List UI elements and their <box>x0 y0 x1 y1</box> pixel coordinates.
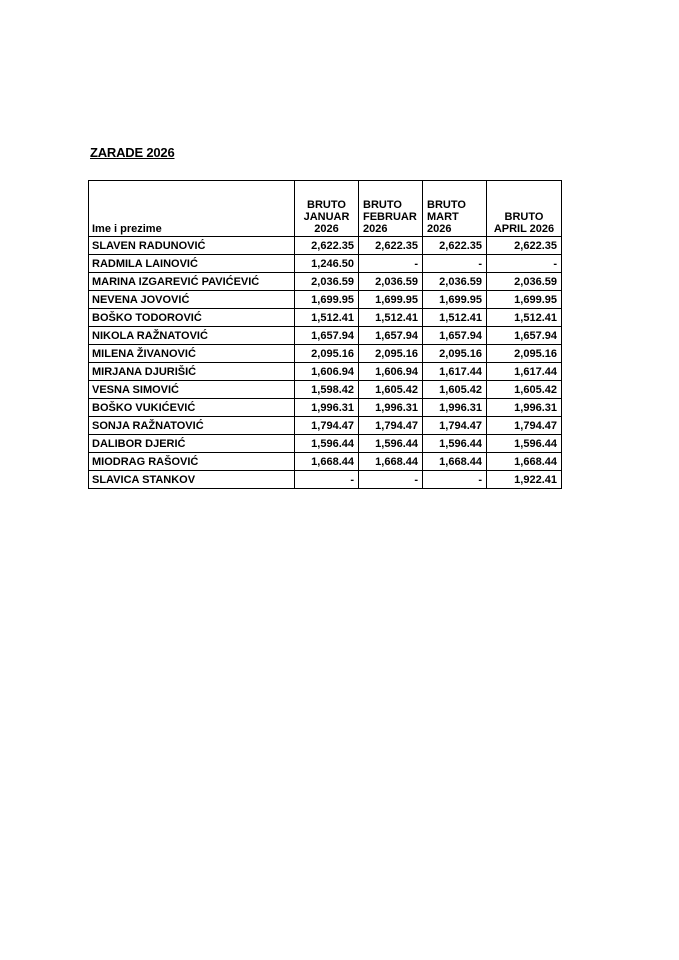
value-march: 2,095.16 <box>423 345 487 363</box>
employee-name: RADMILA LAINOVIĆ <box>89 255 295 273</box>
employee-name: VESNA SIMOVIĆ <box>89 381 295 399</box>
table-row <box>89 345 562 363</box>
value-february: 1,794.47 <box>359 417 423 435</box>
table-row <box>89 273 562 291</box>
value-february: 1,606.94 <box>359 363 423 381</box>
table-row <box>89 471 562 489</box>
table-row <box>89 417 562 435</box>
value-april: 1,512.41 <box>487 309 562 327</box>
header-march: BRUTO MART 2026 <box>423 181 487 237</box>
value-april: 1,794.47 <box>487 417 562 435</box>
employee-name: BOŠKO VUKIĆEVIĆ <box>89 399 295 417</box>
table-row <box>89 255 562 273</box>
value-january: 1,598.42 <box>295 381 359 399</box>
value-march: 1,512.41 <box>423 309 487 327</box>
value-march: 1,794.47 <box>423 417 487 435</box>
table-row <box>89 237 562 255</box>
employee-name: BOŠKO TODOROVIĆ <box>89 309 295 327</box>
value-april: 2,036.59 <box>487 273 562 291</box>
value-april: 1,699.95 <box>487 291 562 309</box>
employee-name: SLAVEN RADUNOVIĆ <box>89 237 295 255</box>
document-title: ZARADE 2026 <box>90 145 175 160</box>
table-row <box>89 381 562 399</box>
value-march: 1,668.44 <box>423 453 487 471</box>
value-april: 1,617.44 <box>487 363 562 381</box>
header-january: BRUTO JANUAR 2026 <box>295 181 359 237</box>
table-row <box>89 453 562 471</box>
header-april: BRUTO APRIL 2026 <box>487 181 562 237</box>
value-february: 2,095.16 <box>359 345 423 363</box>
table-row <box>89 291 562 309</box>
employee-name: DALIBOR DJERIĆ <box>89 435 295 453</box>
value-january: 1,699.95 <box>295 291 359 309</box>
table-row <box>89 309 562 327</box>
value-january: 2,622.35 <box>295 237 359 255</box>
value-january: 1,596.44 <box>295 435 359 453</box>
value-january: 2,036.59 <box>295 273 359 291</box>
value-january: 1,512.41 <box>295 309 359 327</box>
value-january: 1,668.44 <box>295 453 359 471</box>
value-february: 2,622.35 <box>359 237 423 255</box>
table-header-row <box>89 181 562 237</box>
employee-name: NEVENA JOVOVIĆ <box>89 291 295 309</box>
salary-table <box>88 180 562 489</box>
value-march: - <box>423 255 487 273</box>
header-february: BRUTO FEBRUAR 2026 <box>359 181 423 237</box>
value-february: 2,036.59 <box>359 273 423 291</box>
value-march: 1,596.44 <box>423 435 487 453</box>
value-january: 1,606.94 <box>295 363 359 381</box>
employee-name: NIKOLA RAŽNATOVIĆ <box>89 327 295 345</box>
value-march: 1,617.44 <box>423 363 487 381</box>
value-april: 2,095.16 <box>487 345 562 363</box>
value-april: 1,605.42 <box>487 381 562 399</box>
value-february: 1,668.44 <box>359 453 423 471</box>
employee-name: MIRJANA DJURIŠIĆ <box>89 363 295 381</box>
value-april: 1,668.44 <box>487 453 562 471</box>
employee-name: MILENA ŽIVANOVIĆ <box>89 345 295 363</box>
value-march: 1,699.95 <box>423 291 487 309</box>
value-january: 2,095.16 <box>295 345 359 363</box>
value-april: - <box>487 255 562 273</box>
table-row <box>89 327 562 345</box>
value-april: 1,922.41 <box>487 471 562 489</box>
value-february: 1,512.41 <box>359 309 423 327</box>
value-march: 1,996.31 <box>423 399 487 417</box>
table-row <box>89 363 562 381</box>
value-april: 1,596.44 <box>487 435 562 453</box>
employee-name: SLAVICA STANKOV <box>89 471 295 489</box>
value-january: 1,246.50 <box>295 255 359 273</box>
value-march: - <box>423 471 487 489</box>
value-march: 2,036.59 <box>423 273 487 291</box>
value-february: 1,996.31 <box>359 399 423 417</box>
value-march: 1,657.94 <box>423 327 487 345</box>
employee-name: MIODRAG RAŠOVIĆ <box>89 453 295 471</box>
value-april: 1,996.31 <box>487 399 562 417</box>
value-february: - <box>359 471 423 489</box>
employee-name: SONJA RAŽNATOVIĆ <box>89 417 295 435</box>
header-name: Ime i prezime <box>89 181 295 237</box>
value-february: 1,605.42 <box>359 381 423 399</box>
value-february: 1,596.44 <box>359 435 423 453</box>
value-january: 1,996.31 <box>295 399 359 417</box>
value-april: 1,657.94 <box>487 327 562 345</box>
employee-name: MARINA IZGAREVIĆ PAVIĆEVIĆ <box>89 273 295 291</box>
value-february: - <box>359 255 423 273</box>
table-row <box>89 399 562 417</box>
value-february: 1,657.94 <box>359 327 423 345</box>
value-january: 1,794.47 <box>295 417 359 435</box>
value-january: 1,657.94 <box>295 327 359 345</box>
table-row <box>89 435 562 453</box>
value-february: 1,699.95 <box>359 291 423 309</box>
value-january: - <box>295 471 359 489</box>
value-april: 2,622.35 <box>487 237 562 255</box>
value-march: 2,622.35 <box>423 237 487 255</box>
value-march: 1,605.42 <box>423 381 487 399</box>
